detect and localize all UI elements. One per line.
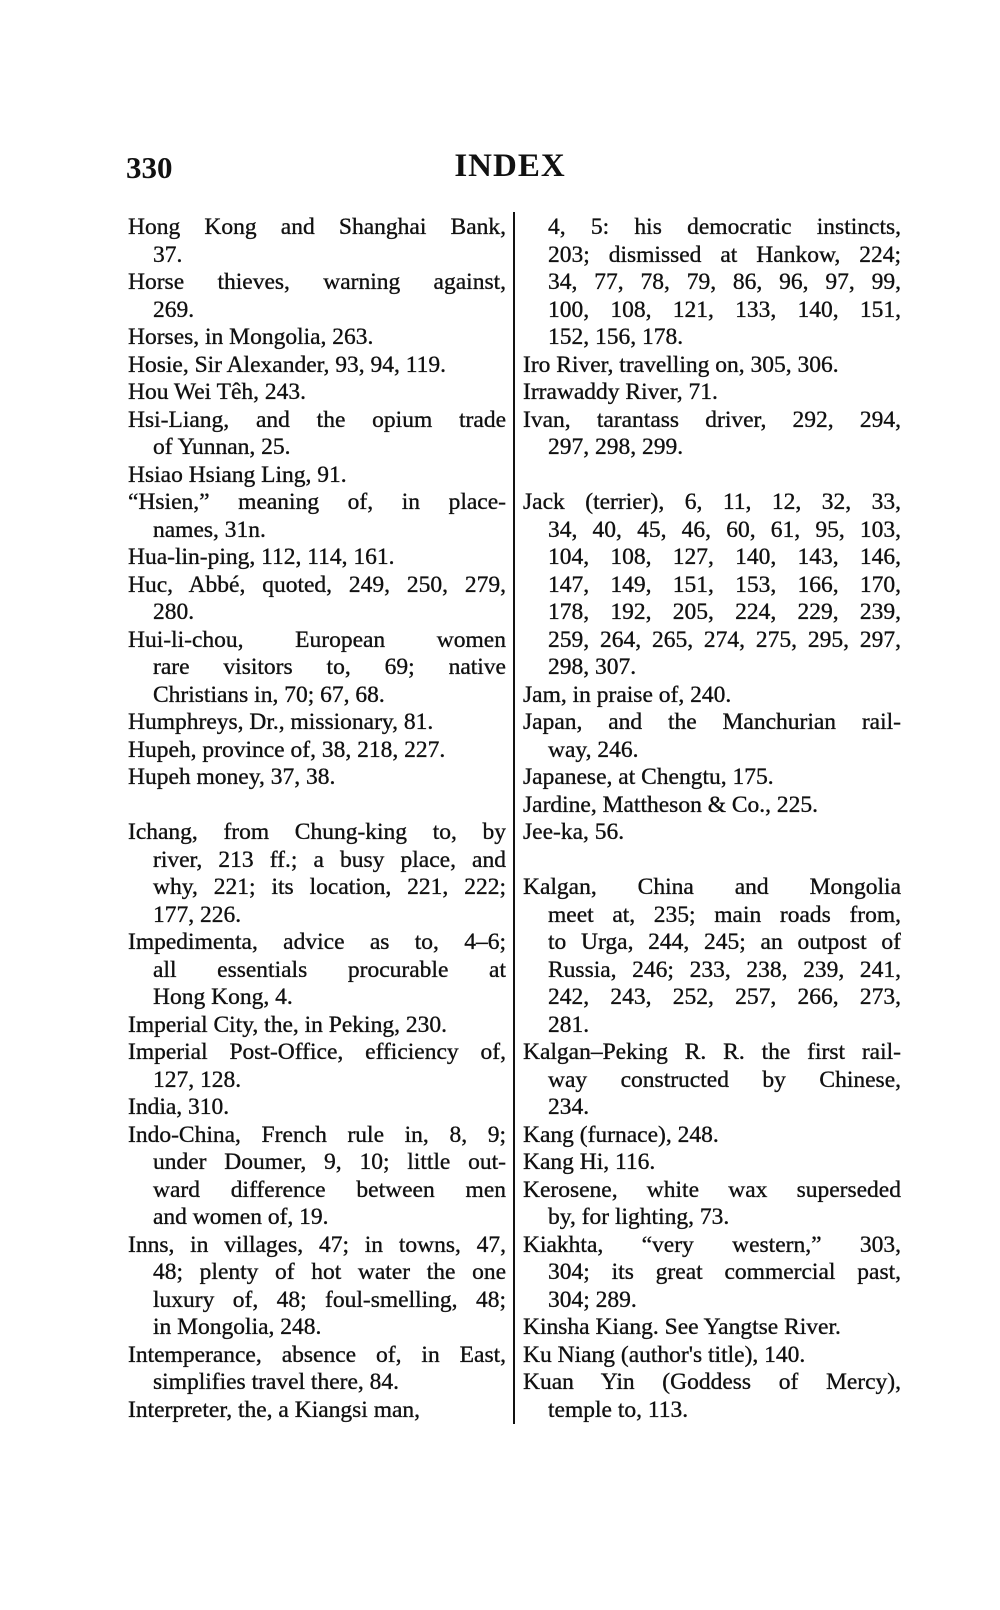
index-entry-heading-line: Kiakhta, “very western,” 303, — [523, 1231, 901, 1258]
index-entry-continuation-line: 4, 5: his democratic instincts, — [548, 214, 901, 240]
index-column-right — [523, 214, 901, 1424]
index-entry-continuation-line: names, 31n. — [153, 516, 266, 543]
index-entry-continuation-line: 34, 40, 45, 46, 60, 61, 95, 103, — [548, 516, 901, 543]
index-entry — [128, 1232, 506, 1342]
index-entry-heading-line: Kalgan–Peking R. R. the first rail- — [523, 1039, 901, 1065]
index-entry-continuation-line: 34, 77, 78, 79, 86, 96, 97, 99, — [548, 269, 901, 295]
index-entry-heading-line: Japan, and the Manchurian rail- — [523, 709, 901, 735]
index-entry — [523, 709, 901, 764]
index-entry — [523, 489, 901, 682]
index-entry-continuation-line: by, for lighting, 73. — [548, 1204, 730, 1230]
index-entry-heading-line: Hupeh money, 37, 38. — [128, 764, 336, 790]
index-entry — [128, 1342, 506, 1397]
index-entry-continuation-line: 298, 307. — [548, 654, 637, 680]
index-entry — [128, 1094, 506, 1122]
index-entry — [128, 709, 506, 737]
index-entry — [128, 1012, 506, 1040]
index-entry — [523, 1342, 901, 1370]
index-entry — [128, 737, 506, 765]
index-entry-heading-line: Hosie, Sir Alexander, 93, 94, 119. — [128, 351, 447, 378]
index-entry-heading-line: Imperial Post-Office, efficiency of, — [128, 1039, 506, 1065]
index-entry — [128, 352, 506, 380]
index-entry-continuation-line: 104, 108, 127, 140, 143, 146, — [548, 544, 901, 570]
index-entry-continuation-line: of Yunnan, 25. — [153, 434, 291, 460]
index-column-left — [128, 214, 506, 1424]
index-entry-heading-line: Humphreys, Dr., missionary, 81. — [128, 709, 434, 735]
index-entry-continuation-line: way, 246. — [548, 736, 639, 763]
index-entry — [128, 379, 506, 407]
index-entry-heading-line: Interpreter, the, a Kiangsi man, — [128, 1396, 421, 1423]
index-entry-heading-line: Irrawaddy River, 71. — [523, 379, 718, 405]
index-entry-continuation-line: 242, 243, 252, 257, 266, 273, — [548, 984, 901, 1010]
index-entry-heading-line: Kalgan, China and Mongolia — [523, 874, 901, 900]
index-entry-heading-line: India, 310. — [128, 1094, 230, 1120]
index-entry-continuation-line: simplifies travel there, 84. — [153, 1369, 400, 1395]
index-entry-continuation-line: 177, 226. — [153, 901, 242, 928]
index-entry-continuation-line: 203; dismissed at Hankow, 224; — [548, 241, 901, 268]
index-entry — [128, 1122, 506, 1232]
index-entry — [523, 1177, 901, 1232]
index-entry — [523, 1314, 901, 1342]
index-entry-continuation-line: 280. — [153, 599, 195, 625]
index-entry-continuation-line: 100, 108, 121, 133, 140, 151, — [548, 296, 901, 323]
index-entry-heading-line: Hupeh, province of, 38, 218, 227. — [128, 736, 446, 763]
page-number: 330 — [126, 150, 173, 185]
index-entry-heading-line: Jam, in praise of, 240. — [523, 681, 732, 708]
index-entry-heading-line: Kinsha Kiang. See Yangtse River. — [523, 1314, 841, 1340]
column-divider — [513, 212, 515, 1424]
index-entry-continuation-line: in Mongolia, 248. — [153, 1314, 322, 1340]
index-entry-heading-line: Horse thieves, warning against, — [128, 269, 506, 295]
index-entry — [523, 819, 901, 847]
index-entry-continuation-line: 269. — [153, 296, 195, 323]
index-entry — [523, 1232, 901, 1315]
index-entry-continuation-line: 304; its great commercial past, — [548, 1259, 901, 1285]
index-entry-heading-line: Ivan, tarantass driver, 292, 294, — [523, 406, 901, 433]
index-entry — [523, 214, 901, 352]
index-entry-continuation-line: 37. — [153, 241, 183, 268]
index-entry — [523, 874, 901, 1039]
index-entry-continuation-line: temple to, 113. — [548, 1396, 689, 1423]
index-entry — [523, 1149, 901, 1177]
index-entry-continuation-line: 297, 298, 299. — [548, 434, 684, 460]
index-entry-continuation-line: 147, 149, 151, 153, 166, 170, — [548, 571, 901, 598]
index-entry — [128, 462, 506, 490]
index-entry-heading-line: Hou Wei Têh, 243. — [128, 379, 307, 405]
index-entry-heading-line: Ichang, from Chung-king to, by — [128, 819, 506, 845]
index-entry — [128, 324, 506, 352]
index-entry-continuation-line: all essentials procurable at — [153, 956, 506, 983]
index-entry — [523, 407, 901, 462]
index-entry-continuation-line: 281. — [548, 1011, 590, 1038]
index-entry-continuation-line: ward difference between men — [153, 1176, 506, 1203]
index-entry-heading-line: Hui-li-chou, European women — [128, 626, 506, 653]
letter-group-gap — [128, 792, 506, 820]
index-entry-heading-line: Inns, in villages, 47; in towns, 47, — [128, 1231, 506, 1258]
index-entry — [128, 764, 506, 792]
index-entry — [128, 407, 506, 462]
index-entry — [128, 627, 506, 710]
index-entry — [523, 764, 901, 792]
index-entry-heading-line: Jee-ka, 56. — [523, 819, 625, 845]
index-entry-heading-line: Kang (furnace), 248. — [523, 1121, 719, 1148]
index-entry — [128, 572, 506, 627]
index-entry-heading-line: Jack (terrier), 6, 11, 12, 32, 33, — [523, 489, 901, 515]
index-entry — [523, 682, 901, 710]
index-entry — [128, 269, 506, 324]
index-entry — [523, 379, 901, 407]
index-entry — [523, 352, 901, 380]
index-entry — [523, 792, 901, 820]
index-entry-heading-line: Ku Niang (author's title), 140. — [523, 1341, 806, 1368]
index-entry-continuation-line: river, 213 ff.; a busy place, and — [153, 846, 506, 873]
index-entry-continuation-line: 127, 128. — [153, 1066, 242, 1093]
index-entry-continuation-line: under Doumer, 9, 10; little out- — [153, 1149, 506, 1175]
index-entry — [128, 489, 506, 544]
index-entry-continuation-line: why, 221; its location, 221, 222; — [153, 874, 506, 900]
index-entry-continuation-line: 152, 156, 178. — [548, 324, 684, 350]
index-entry-heading-line: Hong Kong and Shanghai Bank, — [128, 214, 506, 240]
page-title: INDEX — [454, 148, 566, 184]
index-entry — [128, 929, 506, 1012]
index-entry — [523, 1369, 901, 1424]
index-entry-heading-line: Horses, in Mongolia, 263. — [128, 324, 374, 350]
index-entry-continuation-line: 234. — [548, 1094, 590, 1120]
index-entry-continuation-line: way constructed by Chinese, — [548, 1066, 901, 1093]
index-entry-heading-line: “Hsien,” meaning of, in place- — [128, 489, 506, 515]
index-entry-continuation-line: Russia, 246; 233, 238, 239, 241, — [548, 956, 901, 983]
index-entry-continuation-line: 178, 192, 205, 224, 229, 239, — [548, 599, 901, 625]
index-entry-heading-line: Kuan Yin (Goddess of Mercy), — [523, 1369, 901, 1395]
index-entry — [128, 544, 506, 572]
index-entry-heading-line: Kerosene, white wax superseded — [523, 1176, 901, 1203]
index-entry-heading-line: Intemperance, absence of, in East, — [128, 1341, 506, 1368]
index-entry-heading-line: Hsi-Liang, and the opium trade — [128, 406, 506, 433]
index-entry-continuation-line: luxury of, 48; foul-smelling, 48; — [153, 1286, 506, 1313]
letter-group-gap — [523, 462, 901, 490]
index-entry-heading-line: Imperial City, the, in Peking, 230. — [128, 1011, 447, 1038]
index-entry-continuation-line: 259, 264, 265, 274, 275, 295, 297, — [548, 626, 901, 653]
index-entry-continuation-line: and women of, 19. — [153, 1204, 329, 1230]
index-entry — [523, 1039, 901, 1122]
index-entry — [128, 214, 506, 269]
index-entry-heading-line: Indo-China, French rule in, 8, 9; — [128, 1121, 506, 1148]
index-entry-heading-line: Impedimenta, advice as to, 4–6; — [128, 929, 506, 955]
index-entry — [128, 1039, 506, 1094]
index-entry-heading-line: Huc, Abbé, quoted, 249, 250, 279, — [128, 571, 506, 598]
index-entry-heading-line: Hua-lin-ping, 112, 114, 161. — [128, 544, 395, 570]
index-entry-continuation-line: rare visitors to, 69; native — [153, 654, 506, 680]
index-entry-continuation-line: meet at, 235; main roads from, — [548, 901, 901, 928]
index-entry-continuation-line: to Urga, 244, 245; an outpost of — [548, 929, 901, 955]
index-entry — [128, 819, 506, 929]
index-entry-continuation-line: Christians in, 70; 67, 68. — [153, 681, 385, 708]
letter-group-gap — [523, 847, 901, 875]
index-entry-heading-line: Jardine, Mattheson & Co., 225. — [523, 791, 819, 818]
index-entry-heading-line: Hsiao Hsiang Ling, 91. — [128, 461, 347, 488]
index-entry-continuation-line: Hong Kong, 4. — [153, 984, 293, 1010]
index-entry — [128, 1397, 506, 1425]
index-entry-continuation-line: 48; plenty of hot water the one — [153, 1259, 506, 1285]
index-entry — [523, 1122, 901, 1150]
index-entry-heading-line: Japanese, at Chengtu, 175. — [523, 764, 774, 790]
index-entry-heading-line: Kang Hi, 116. — [523, 1149, 656, 1175]
index-entry-heading-line: Iro River, travelling on, 305, 306. — [523, 351, 839, 378]
index-entry-continuation-line: 304; 289. — [548, 1286, 637, 1313]
